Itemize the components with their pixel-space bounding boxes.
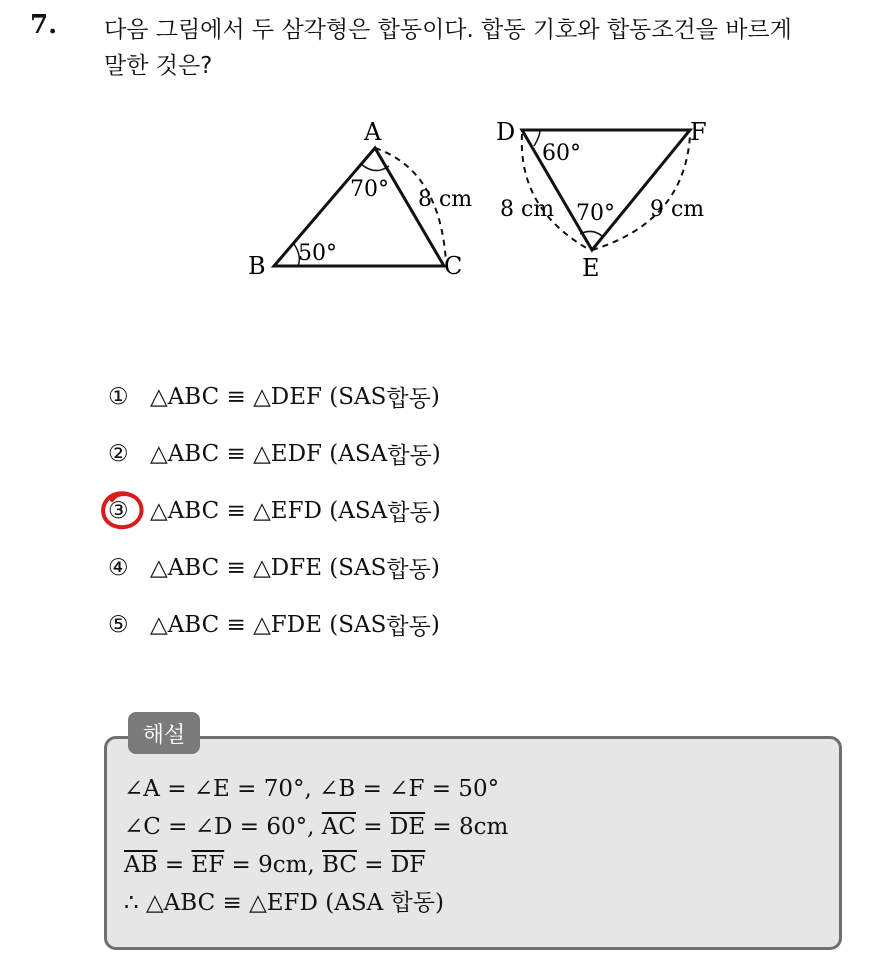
equals: = [157, 852, 192, 878]
side-ac-label: 8 cm [418, 187, 473, 212]
choice-number: ⑤ [108, 611, 129, 638]
side-ef-label: 9 cm [650, 197, 705, 222]
vertex-e-label: E [582, 254, 600, 282]
segment-ac: $\overline{AC}$ [321, 814, 356, 840]
vertex-c-label: C [444, 252, 463, 280]
triangle-figure [240, 110, 740, 290]
choice-number: ④ [108, 554, 129, 581]
choice-3[interactable] [108, 482, 441, 539]
answer-circle-mark [98, 488, 148, 534]
choice-condition: 합동 [386, 557, 431, 583]
segment-ab: $\overline{AB}$ [124, 852, 158, 878]
equals: = [356, 852, 391, 878]
solution-line4-condition: 합동 [390, 890, 435, 916]
choice-formula: △ABC ≡ △EFD (ASA [150, 497, 388, 524]
choice-close: ) [431, 440, 441, 467]
angle-e-label: 70° [576, 201, 615, 226]
choice-number: ③ [108, 497, 129, 524]
vertex-a-label: A [364, 118, 382, 146]
solution-line-1: ∠A = ∠E = 70°, ∠B = ∠F = 50° [124, 776, 500, 802]
choice-condition: 합동 [386, 614, 431, 640]
solution-line-2 [124, 808, 508, 846]
choice-condition: 합동 [387, 500, 432, 526]
choice-close: ) [431, 497, 441, 524]
solution-line4-prefix: ∴ △ABC ≡ △EFD (ASA [124, 890, 391, 916]
choice-formula: △ABC ≡ △DFE (SAS [150, 554, 387, 581]
choice-close: ) [430, 383, 440, 410]
solution-line-4 [124, 884, 508, 922]
solution-line2-suffix: = 8cm [425, 814, 509, 840]
solution-line3-mid: = 9cm, [224, 852, 323, 878]
answer-choices [108, 368, 441, 653]
segment-df: $\overline{DF}$ [390, 852, 426, 878]
choice-formula: △ABC ≡ △EDF (ASA [150, 440, 388, 467]
choice-condition: 합동 [387, 443, 432, 469]
solution-line4-close: ) [434, 890, 444, 916]
vertex-f-label: F [690, 118, 707, 146]
choice-condition: 합동 [386, 386, 431, 412]
side-de-label: 8 cm [500, 197, 555, 222]
solution-line-3 [124, 846, 508, 884]
angle-a-label: 70° [350, 177, 389, 202]
vertex-d-label: D [496, 118, 516, 146]
choice-formula: △ABC ≡ △FDE (SAS [150, 611, 387, 638]
segment-bc: $\overline{BC}$ [322, 852, 357, 878]
choice-formula: △ABC ≡ △DEF (SAS [150, 383, 387, 410]
angle-b-label: 50° [298, 241, 337, 266]
angle-arc-d [534, 130, 540, 146]
choice-2[interactable] [108, 425, 441, 482]
segment-ef: $\overline{EF}$ [191, 852, 225, 878]
question-number: 7. [30, 10, 58, 40]
angle-d-label: 60° [542, 141, 581, 166]
question-text-line2: 말한 것은? [104, 53, 213, 79]
choice-4[interactable] [108, 539, 441, 596]
solution-tag: 해설 [128, 712, 200, 754]
question-text-line1: 다음 그림에서 두 삼각형은 합동이다. 합동 기호와 합동조건을 바르게 [104, 17, 792, 43]
choice-close: ) [430, 554, 440, 581]
solution-text [124, 770, 508, 922]
choice-close: ) [430, 611, 440, 638]
vertex-b-label: B [248, 252, 266, 280]
choice-5[interactable] [108, 596, 441, 653]
choice-number: ① [108, 383, 129, 410]
solution-line2-prefix: ∠C = ∠D = 60°, [124, 814, 322, 840]
question-text [104, 12, 874, 84]
choice-1[interactable] [108, 368, 441, 425]
equals: = [355, 814, 390, 840]
segment-de: $\overline{DE}$ [389, 814, 426, 840]
choice-number: ② [108, 440, 129, 467]
